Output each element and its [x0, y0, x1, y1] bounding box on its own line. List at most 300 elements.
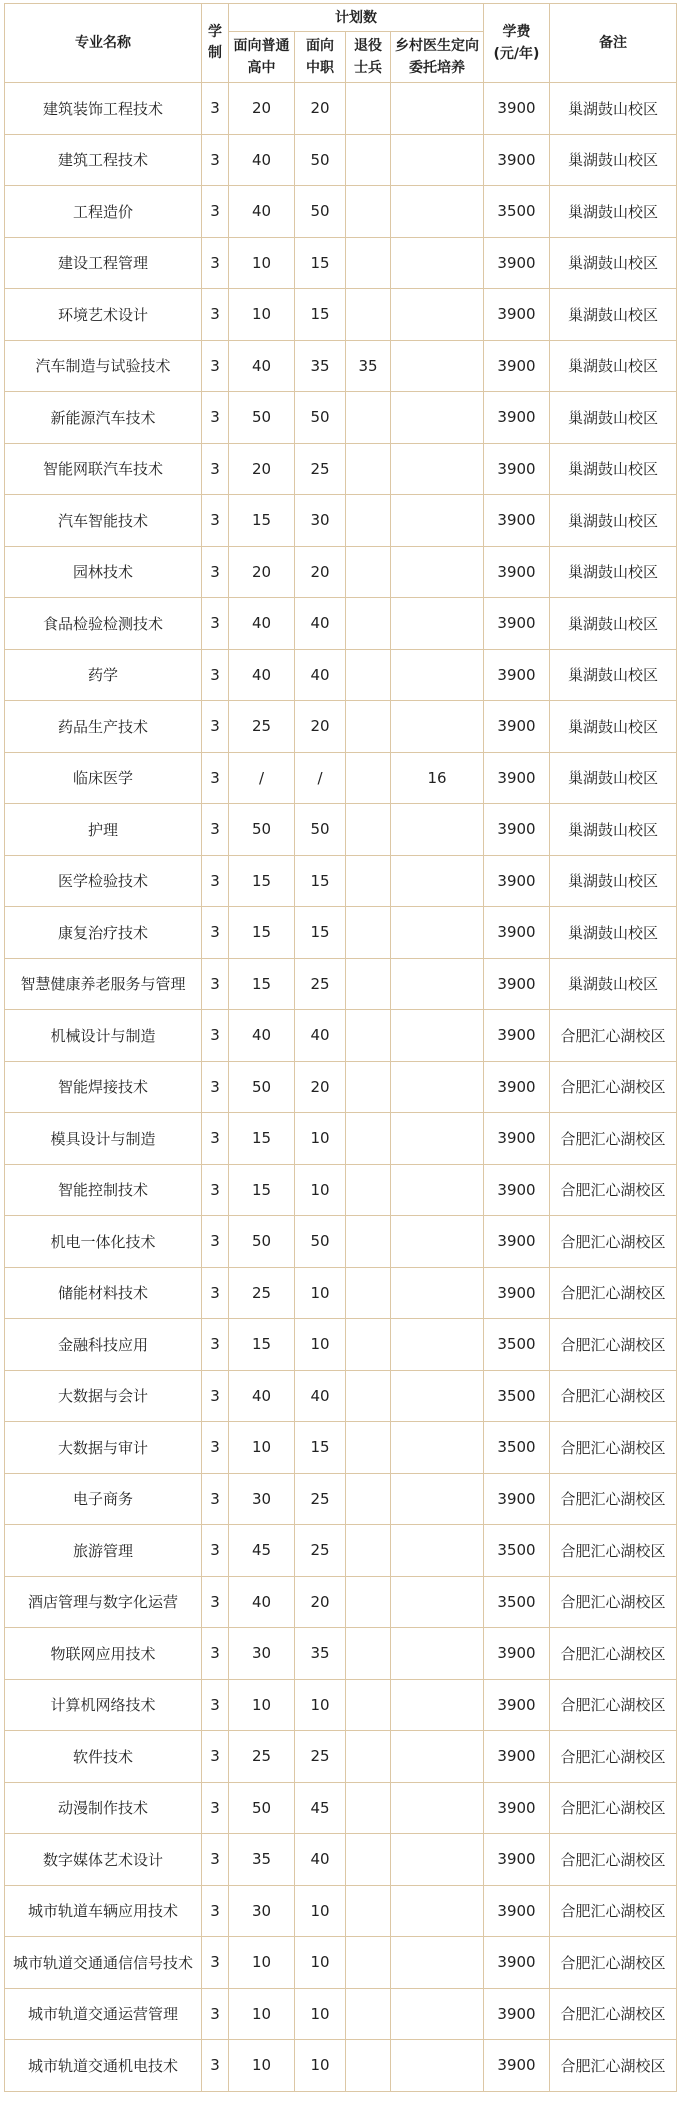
cell-major: 城市轨道车辆应用技术	[5, 1885, 202, 1937]
table-row	[5, 1782, 677, 1834]
table-body	[5, 83, 677, 2092]
table-row	[5, 1422, 677, 1474]
cell-major: 药品生产技术	[5, 701, 202, 753]
cell-note: 合肥汇心湖校区	[550, 1370, 677, 1422]
cell-plan-vocational: 20	[295, 546, 346, 598]
cell-duration: 3	[202, 1113, 229, 1165]
cell-major: 临床医学	[5, 752, 202, 804]
cell-note: 合肥汇心湖校区	[550, 1679, 677, 1731]
table-row	[5, 1834, 677, 1886]
cell-duration: 3	[202, 1628, 229, 1680]
cell-plan-highschool: 30	[229, 1885, 295, 1937]
cell-tuition: 3900	[484, 1164, 550, 1216]
cell-duration: 3	[202, 1319, 229, 1371]
cell-tuition: 3900	[484, 83, 550, 135]
cell-major: 智能控制技术	[5, 1164, 202, 1216]
cell-plan-veteran	[346, 907, 391, 959]
cell-tuition: 3900	[484, 1782, 550, 1834]
cell-plan-vocational: 20	[295, 1061, 346, 1113]
cell-plan-rural-doctor	[391, 1834, 484, 1886]
cell-plan-highschool: 50	[229, 392, 295, 444]
cell-tuition: 3900	[484, 392, 550, 444]
table-row	[5, 804, 677, 856]
cell-duration: 3	[202, 855, 229, 907]
cell-plan-rural-doctor	[391, 907, 484, 959]
cell-plan-vocational: 15	[295, 907, 346, 959]
cell-major: 新能源汽车技术	[5, 392, 202, 444]
cell-duration: 3	[202, 392, 229, 444]
table-row	[5, 186, 677, 238]
cell-duration: 3	[202, 186, 229, 238]
cell-note: 合肥汇心湖校区	[550, 1422, 677, 1474]
cell-plan-rural-doctor	[391, 1628, 484, 1680]
cell-plan-rural-doctor	[391, 392, 484, 444]
table-row	[5, 649, 677, 701]
cell-tuition: 3900	[484, 495, 550, 547]
cell-major: 城市轨道交通机电技术	[5, 2040, 202, 2092]
cell-note: 巢湖鼓山校区	[550, 804, 677, 856]
cell-tuition: 3500	[484, 1319, 550, 1371]
cell-major: 医学检验技术	[5, 855, 202, 907]
cell-plan-vocational: 35	[295, 340, 346, 392]
cell-plan-highschool: 40	[229, 649, 295, 701]
cell-plan-rural-doctor	[391, 1164, 484, 1216]
table-row	[5, 1525, 677, 1577]
cell-tuition: 3900	[484, 1885, 550, 1937]
cell-note: 合肥汇心湖校区	[550, 1525, 677, 1577]
cell-plan-highschool: 10	[229, 1988, 295, 2040]
cell-note: 合肥汇心湖校区	[550, 1061, 677, 1113]
cell-plan-rural-doctor	[391, 443, 484, 495]
cell-tuition: 3900	[484, 1061, 550, 1113]
cell-plan-rural-doctor	[391, 186, 484, 238]
cell-plan-veteran	[346, 443, 391, 495]
table-row	[5, 1113, 677, 1165]
cell-major: 储能材料技术	[5, 1267, 202, 1319]
table-row	[5, 1576, 677, 1628]
cell-duration: 3	[202, 443, 229, 495]
cell-plan-vocational: 15	[295, 237, 346, 289]
cell-tuition: 3900	[484, 237, 550, 289]
cell-tuition: 3900	[484, 752, 550, 804]
cell-tuition: 3900	[484, 134, 550, 186]
cell-tuition: 3900	[484, 1628, 550, 1680]
table-row	[5, 83, 677, 135]
table-row	[5, 958, 677, 1010]
cell-plan-vocational: 25	[295, 1731, 346, 1783]
cell-note: 合肥汇心湖校区	[550, 1988, 677, 2040]
cell-duration: 3	[202, 1061, 229, 1113]
cell-plan-veteran	[346, 392, 391, 444]
cell-plan-vocational: 30	[295, 495, 346, 547]
cell-plan-rural-doctor	[391, 340, 484, 392]
cell-plan-highschool: 40	[229, 1370, 295, 1422]
cell-plan-rural-doctor	[391, 1370, 484, 1422]
cell-note: 合肥汇心湖校区	[550, 2040, 677, 2092]
cell-note: 巢湖鼓山校区	[550, 134, 677, 186]
cell-duration: 3	[202, 1473, 229, 1525]
cell-plan-veteran	[346, 1113, 391, 1165]
cell-plan-veteran	[346, 495, 391, 547]
cell-plan-highschool: 40	[229, 598, 295, 650]
cell-plan-rural-doctor	[391, 1525, 484, 1577]
cell-tuition: 3900	[484, 340, 550, 392]
cell-plan-rural-doctor	[391, 701, 484, 753]
cell-duration: 3	[202, 289, 229, 341]
cell-plan-vocational: 10	[295, 1267, 346, 1319]
cell-tuition: 3500	[484, 1576, 550, 1628]
table-row	[5, 752, 677, 804]
cell-note: 合肥汇心湖校区	[550, 1937, 677, 1989]
cell-plan-highschool: 10	[229, 237, 295, 289]
header-major: 专业名称	[5, 4, 202, 83]
cell-major: 动漫制作技术	[5, 1782, 202, 1834]
cell-note: 巢湖鼓山校区	[550, 340, 677, 392]
cell-duration: 3	[202, 1679, 229, 1731]
cell-plan-vocational: 20	[295, 701, 346, 753]
cell-duration: 3	[202, 1422, 229, 1474]
table-row	[5, 237, 677, 289]
cell-note: 合肥汇心湖校区	[550, 1731, 677, 1783]
cell-major: 建筑工程技术	[5, 134, 202, 186]
cell-plan-vocational: 10	[295, 1164, 346, 1216]
cell-plan-highschool: 50	[229, 1216, 295, 1268]
cell-tuition: 3900	[484, 1010, 550, 1062]
cell-plan-vocational: 40	[295, 598, 346, 650]
cell-plan-vocational: 40	[295, 1370, 346, 1422]
cell-note: 巢湖鼓山校区	[550, 289, 677, 341]
cell-plan-veteran	[346, 1628, 391, 1680]
cell-note: 巢湖鼓山校区	[550, 855, 677, 907]
cell-plan-highschool: 40	[229, 1576, 295, 1628]
cell-plan-highschool: 35	[229, 1834, 295, 1886]
cell-plan-vocational: 15	[295, 289, 346, 341]
table-row	[5, 1679, 677, 1731]
cell-note: 巢湖鼓山校区	[550, 958, 677, 1010]
cell-plan-highschool: 20	[229, 443, 295, 495]
cell-duration: 3	[202, 1782, 229, 1834]
cell-plan-veteran	[346, 752, 391, 804]
cell-plan-highschool: 15	[229, 1319, 295, 1371]
cell-plan-highschool: 30	[229, 1473, 295, 1525]
cell-plan-vocational: 45	[295, 1782, 346, 1834]
cell-plan-veteran	[346, 958, 391, 1010]
cell-plan-veteran	[346, 1782, 391, 1834]
cell-plan-rural-doctor: 16	[391, 752, 484, 804]
cell-plan-rural-doctor	[391, 1731, 484, 1783]
cell-plan-veteran	[346, 237, 391, 289]
table-row	[5, 1988, 677, 2040]
cell-plan-highschool: 40	[229, 186, 295, 238]
table-row	[5, 1061, 677, 1113]
cell-plan-rural-doctor	[391, 958, 484, 1010]
cell-major: 智能焊接技术	[5, 1061, 202, 1113]
cell-tuition: 3500	[484, 1525, 550, 1577]
cell-note: 合肥汇心湖校区	[550, 1267, 677, 1319]
cell-plan-vocational: 50	[295, 134, 346, 186]
cell-plan-vocational: 15	[295, 1422, 346, 1474]
cell-tuition: 3900	[484, 855, 550, 907]
cell-duration: 3	[202, 134, 229, 186]
enrollment-plan-table	[4, 3, 677, 2092]
table-row	[5, 1731, 677, 1783]
cell-plan-highschool: 45	[229, 1525, 295, 1577]
cell-plan-vocational: 10	[295, 1679, 346, 1731]
cell-duration: 3	[202, 340, 229, 392]
header-plan: 计划数	[229, 4, 484, 32]
cell-plan-highschool: 40	[229, 134, 295, 186]
cell-tuition: 3900	[484, 2040, 550, 2092]
cell-note: 合肥汇心湖校区	[550, 1113, 677, 1165]
table-row	[5, 1628, 677, 1680]
cell-tuition: 3900	[484, 1473, 550, 1525]
cell-duration: 3	[202, 1525, 229, 1577]
table-row	[5, 1010, 677, 1062]
cell-plan-vocational: 10	[295, 1885, 346, 1937]
table-row	[5, 907, 677, 959]
cell-plan-vocational: 10	[295, 1937, 346, 1989]
header-plan-highschool: 面向普通高中	[229, 32, 295, 83]
cell-duration: 3	[202, 546, 229, 598]
cell-major: 智能网联汽车技术	[5, 443, 202, 495]
cell-note: 巢湖鼓山校区	[550, 701, 677, 753]
cell-note: 巢湖鼓山校区	[550, 186, 677, 238]
cell-plan-rural-doctor	[391, 237, 484, 289]
cell-note: 合肥汇心湖校区	[550, 1576, 677, 1628]
cell-duration: 3	[202, 1988, 229, 2040]
cell-plan-veteran	[346, 1988, 391, 2040]
cell-duration: 3	[202, 83, 229, 135]
cell-plan-veteran	[346, 546, 391, 598]
cell-plan-veteran	[346, 2040, 391, 2092]
cell-plan-rural-doctor	[391, 804, 484, 856]
cell-plan-highschool: 25	[229, 1731, 295, 1783]
cell-major: 汽车制造与试验技术	[5, 340, 202, 392]
cell-major: 建筑装饰工程技术	[5, 83, 202, 135]
cell-plan-vocational: 50	[295, 186, 346, 238]
cell-plan-vocational: 50	[295, 392, 346, 444]
cell-major: 旅游管理	[5, 1525, 202, 1577]
header-note: 备注	[550, 4, 677, 83]
cell-major: 计算机网络技术	[5, 1679, 202, 1731]
cell-duration: 3	[202, 752, 229, 804]
cell-plan-highschool: 40	[229, 1010, 295, 1062]
cell-note: 巢湖鼓山校区	[550, 83, 677, 135]
cell-tuition: 3900	[484, 907, 550, 959]
header-plan-veteran: 退役士兵	[346, 32, 391, 83]
cell-plan-veteran	[346, 83, 391, 135]
cell-plan-rural-doctor	[391, 1937, 484, 1989]
cell-plan-veteran	[346, 1370, 391, 1422]
cell-major: 园林技术	[5, 546, 202, 598]
cell-plan-veteran	[346, 649, 391, 701]
table-row	[5, 1267, 677, 1319]
cell-tuition: 3500	[484, 1422, 550, 1474]
cell-major: 大数据与会计	[5, 1370, 202, 1422]
cell-note: 巢湖鼓山校区	[550, 907, 677, 959]
cell-plan-highschool: 15	[229, 907, 295, 959]
cell-major: 机械设计与制造	[5, 1010, 202, 1062]
cell-note: 巢湖鼓山校区	[550, 546, 677, 598]
cell-plan-highschool: 20	[229, 83, 295, 135]
cell-plan-highschool: 15	[229, 855, 295, 907]
cell-plan-veteran	[346, 1525, 391, 1577]
cell-note: 巢湖鼓山校区	[550, 752, 677, 804]
cell-plan-veteran	[346, 1834, 391, 1886]
cell-duration: 3	[202, 907, 229, 959]
cell-major: 护理	[5, 804, 202, 856]
cell-duration: 3	[202, 495, 229, 547]
table-row	[5, 701, 677, 753]
cell-plan-rural-doctor	[391, 1319, 484, 1371]
header-tuition: 学费(元/年)	[484, 4, 550, 83]
cell-plan-vocational: 40	[295, 1010, 346, 1062]
cell-tuition: 3900	[484, 649, 550, 701]
cell-plan-highschool: 50	[229, 1782, 295, 1834]
cell-plan-rural-doctor	[391, 1422, 484, 1474]
table-row	[5, 1216, 677, 1268]
cell-plan-highschool: 50	[229, 804, 295, 856]
cell-duration: 3	[202, 1937, 229, 1989]
cell-duration: 3	[202, 1370, 229, 1422]
cell-plan-veteran	[346, 186, 391, 238]
cell-duration: 3	[202, 237, 229, 289]
cell-note: 巢湖鼓山校区	[550, 443, 677, 495]
cell-plan-veteran	[346, 1319, 391, 1371]
table-row	[5, 1473, 677, 1525]
cell-major: 环境艺术设计	[5, 289, 202, 341]
cell-plan-rural-doctor	[391, 134, 484, 186]
table-row	[5, 2040, 677, 2092]
cell-duration: 3	[202, 701, 229, 753]
cell-tuition: 3900	[484, 804, 550, 856]
cell-plan-vocational: 10	[295, 2040, 346, 2092]
cell-major: 建设工程管理	[5, 237, 202, 289]
cell-duration: 3	[202, 1216, 229, 1268]
cell-plan-veteran	[346, 804, 391, 856]
cell-plan-highschool: 10	[229, 2040, 295, 2092]
cell-tuition: 3900	[484, 958, 550, 1010]
cell-tuition: 3900	[484, 598, 550, 650]
cell-plan-rural-doctor	[391, 1782, 484, 1834]
cell-plan-vocational: 35	[295, 1628, 346, 1680]
cell-note: 合肥汇心湖校区	[550, 1834, 677, 1886]
cell-duration: 3	[202, 1885, 229, 1937]
cell-note: 合肥汇心湖校区	[550, 1319, 677, 1371]
table-row	[5, 855, 677, 907]
cell-plan-highschool: 15	[229, 1113, 295, 1165]
cell-plan-vocational: 25	[295, 443, 346, 495]
cell-tuition: 3900	[484, 1267, 550, 1319]
cell-tuition: 3900	[484, 1113, 550, 1165]
cell-plan-vocational: 50	[295, 1216, 346, 1268]
cell-plan-highschool: 10	[229, 1422, 295, 1474]
cell-plan-highschool: 15	[229, 958, 295, 1010]
cell-major: 城市轨道交通通信信号技术	[5, 1937, 202, 1989]
cell-note: 合肥汇心湖校区	[550, 1216, 677, 1268]
cell-plan-veteran	[346, 1061, 391, 1113]
cell-note: 合肥汇心湖校区	[550, 1473, 677, 1525]
cell-plan-veteran	[346, 1731, 391, 1783]
header-plan-rural-doctor: 乡村医生定向委托培养	[391, 32, 484, 83]
cell-plan-vocational: 40	[295, 1834, 346, 1886]
cell-plan-vocational: 25	[295, 958, 346, 1010]
cell-plan-highschool: 10	[229, 1937, 295, 1989]
cell-note: 合肥汇心湖校区	[550, 1782, 677, 1834]
cell-plan-rural-doctor	[391, 649, 484, 701]
header-plan-vocational: 面向中职	[295, 32, 346, 83]
cell-note: 巢湖鼓山校区	[550, 495, 677, 547]
cell-plan-vocational: 25	[295, 1525, 346, 1577]
cell-plan-veteran	[346, 134, 391, 186]
cell-tuition: 3500	[484, 1370, 550, 1422]
cell-plan-veteran	[346, 855, 391, 907]
cell-major: 城市轨道交通运营管理	[5, 1988, 202, 2040]
cell-plan-highschool: 40	[229, 340, 295, 392]
cell-tuition: 3900	[484, 1679, 550, 1731]
cell-plan-veteran	[346, 1885, 391, 1937]
cell-major: 物联网应用技术	[5, 1628, 202, 1680]
cell-plan-veteran	[346, 1937, 391, 1989]
cell-major: 酒店管理与数字化运营	[5, 1576, 202, 1628]
table-row	[5, 1937, 677, 1989]
table-row	[5, 134, 677, 186]
cell-tuition: 3900	[484, 1937, 550, 1989]
cell-duration: 3	[202, 1267, 229, 1319]
cell-plan-highschool: 25	[229, 701, 295, 753]
cell-major: 康复治疗技术	[5, 907, 202, 959]
table-row	[5, 1885, 677, 1937]
cell-plan-highschool: 30	[229, 1628, 295, 1680]
cell-duration: 3	[202, 1834, 229, 1886]
cell-plan-highschool: 15	[229, 1164, 295, 1216]
cell-major: 大数据与审计	[5, 1422, 202, 1474]
cell-plan-veteran	[346, 1422, 391, 1474]
cell-duration: 3	[202, 958, 229, 1010]
cell-tuition: 3900	[484, 443, 550, 495]
cell-plan-vocational: 50	[295, 804, 346, 856]
cell-plan-rural-doctor	[391, 1267, 484, 1319]
cell-plan-veteran	[346, 1010, 391, 1062]
table-row	[5, 340, 677, 392]
cell-note: 合肥汇心湖校区	[550, 1010, 677, 1062]
cell-plan-highschool: 10	[229, 289, 295, 341]
cell-duration: 3	[202, 1731, 229, 1783]
cell-plan-highschool: 10	[229, 1679, 295, 1731]
cell-plan-vocational: 10	[295, 1319, 346, 1371]
header-duration: 学制	[202, 4, 229, 83]
table-row	[5, 495, 677, 547]
cell-plan-rural-doctor	[391, 289, 484, 341]
table-row	[5, 443, 677, 495]
cell-plan-rural-doctor	[391, 83, 484, 135]
cell-plan-rural-doctor	[391, 1576, 484, 1628]
cell-duration: 3	[202, 2040, 229, 2092]
cell-plan-rural-doctor	[391, 546, 484, 598]
cell-tuition: 3900	[484, 1834, 550, 1886]
cell-plan-vocational: /	[295, 752, 346, 804]
table-header	[5, 4, 677, 83]
cell-plan-highschool: /	[229, 752, 295, 804]
cell-plan-highschool: 20	[229, 546, 295, 598]
cell-plan-veteran	[346, 289, 391, 341]
cell-note: 巢湖鼓山校区	[550, 598, 677, 650]
cell-duration: 3	[202, 1164, 229, 1216]
cell-duration: 3	[202, 649, 229, 701]
cell-plan-vocational: 10	[295, 1988, 346, 2040]
cell-plan-veteran	[346, 598, 391, 650]
cell-plan-highschool: 25	[229, 1267, 295, 1319]
